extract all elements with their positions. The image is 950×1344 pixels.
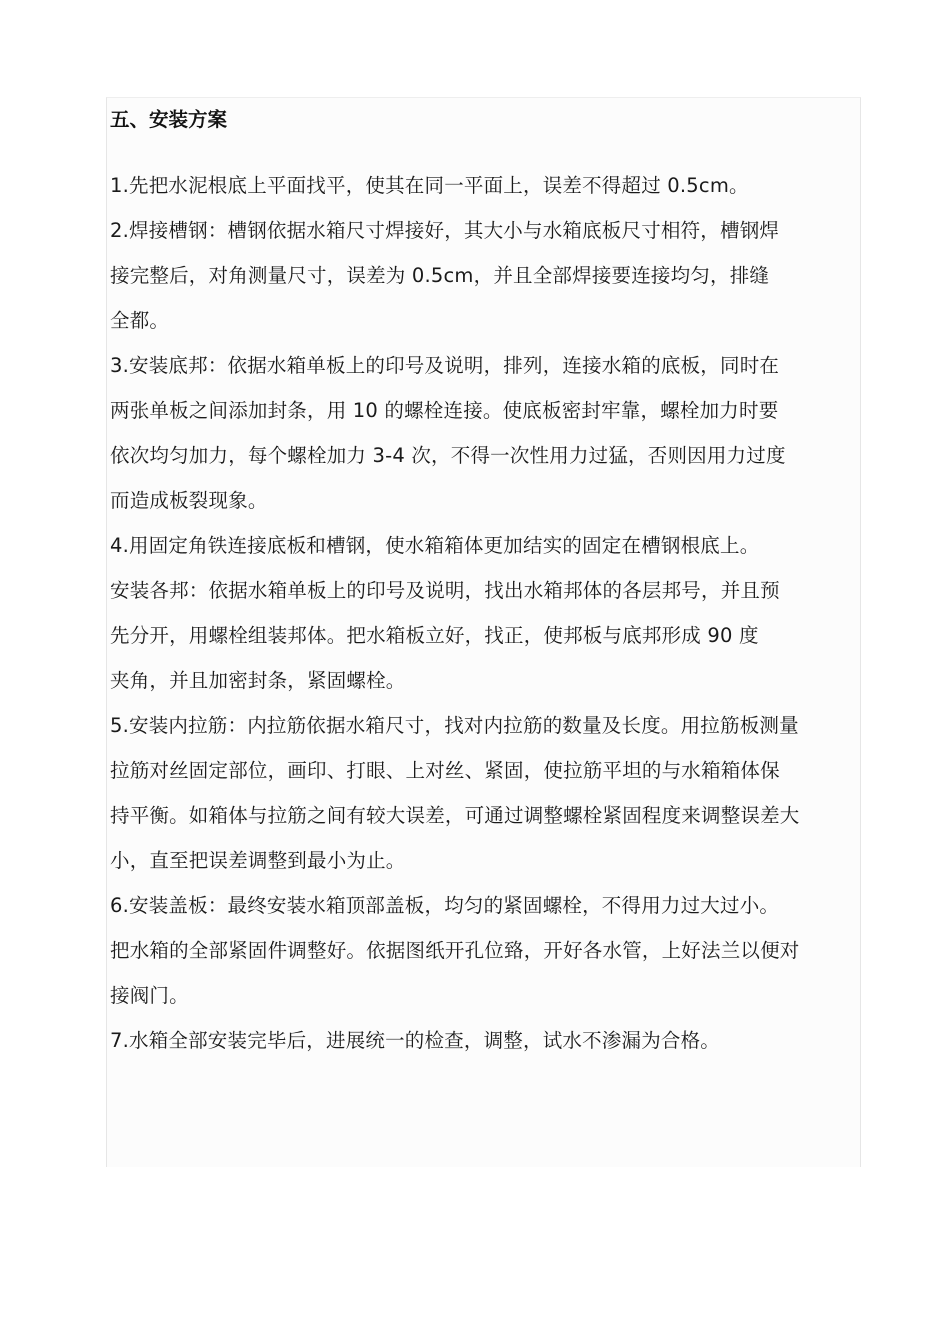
text-line: 持平衡。如箱体与拉筋之间有较大误差，可通过调整螺栓紧固程度来调整误差大: [110, 804, 800, 827]
text-line: 7.水箱全部安装完毕后，进展统一的检查，调整，试水不渗漏为合格。: [110, 1029, 721, 1052]
text-line: 小，直至把误差调整到最小为止。: [110, 849, 406, 872]
text-line: 先分开，用螺栓组装邦体。把水箱板立好，找正，使邦板与底邦形成 90 度: [110, 624, 759, 647]
text-line: 4.用固定角铁连接底板和槽钢，使水箱箱体更加结实的固定在槽钢根底上。: [110, 534, 760, 557]
text-line: 3.安装底邦：依据水箱单板上的印号及说明，排列，连接水箱的底板，同时在: [110, 354, 780, 377]
text-line: 安装各邦：依据水箱单板上的印号及说明，找出水箱邦体的各层邦号，并且预: [110, 579, 780, 602]
text-line: 6.安装盖板：最终安装水箱顶部盖板，均匀的紧固螺栓，不得用力过大过小。: [110, 894, 780, 917]
text-line: 接完整后，对角测量尺寸，误差为 0.5cm，并且全部焊接要连接均匀，排缝: [110, 264, 770, 287]
body-text: [110, 163, 875, 1063]
document-panel: [106, 97, 861, 1167]
text-line: 把水箱的全部紧固件调整好。依据图纸开孔位臵，开好各水管，上好法兰以便对: [110, 939, 800, 962]
text-line: 全都。: [110, 309, 170, 332]
text-line: 两张单板之间添加封条，用 10 的螺栓连接。使底板密封牢靠，螺栓加力时要: [110, 399, 779, 422]
text-line: 5.安装内拉筋：内拉筋依据水箱尺寸，找对内拉筋的数量及长度。用拉筋板测量: [110, 714, 799, 737]
text-line: 夹角，并且加密封条，紧固螺栓。: [110, 669, 406, 692]
text-line: 2.焊接槽钢：槽钢依据水箱尺寸焊接好，其大小与水箱底板尺寸相符，槽钢焊: [110, 219, 780, 242]
text-line: 依次均匀加力，每个螺栓加力 3-4 次，不得一次性用力过猛，否则因用力过度: [110, 444, 786, 467]
text-line: 而造成板裂现象。: [110, 489, 268, 512]
text-line: 接阀门。: [110, 984, 189, 1007]
text-line: 拉筋对丝固定部位，画印、打眼、上对丝、紧固，使拉筋平坦的与水箱箱体保: [110, 759, 780, 782]
section-title: 五、安装方案: [110, 108, 228, 131]
text-line: 1.先把水泥根底上平面找平，使其在同一平面上，误差不得超过 0.5cm。: [110, 174, 749, 197]
